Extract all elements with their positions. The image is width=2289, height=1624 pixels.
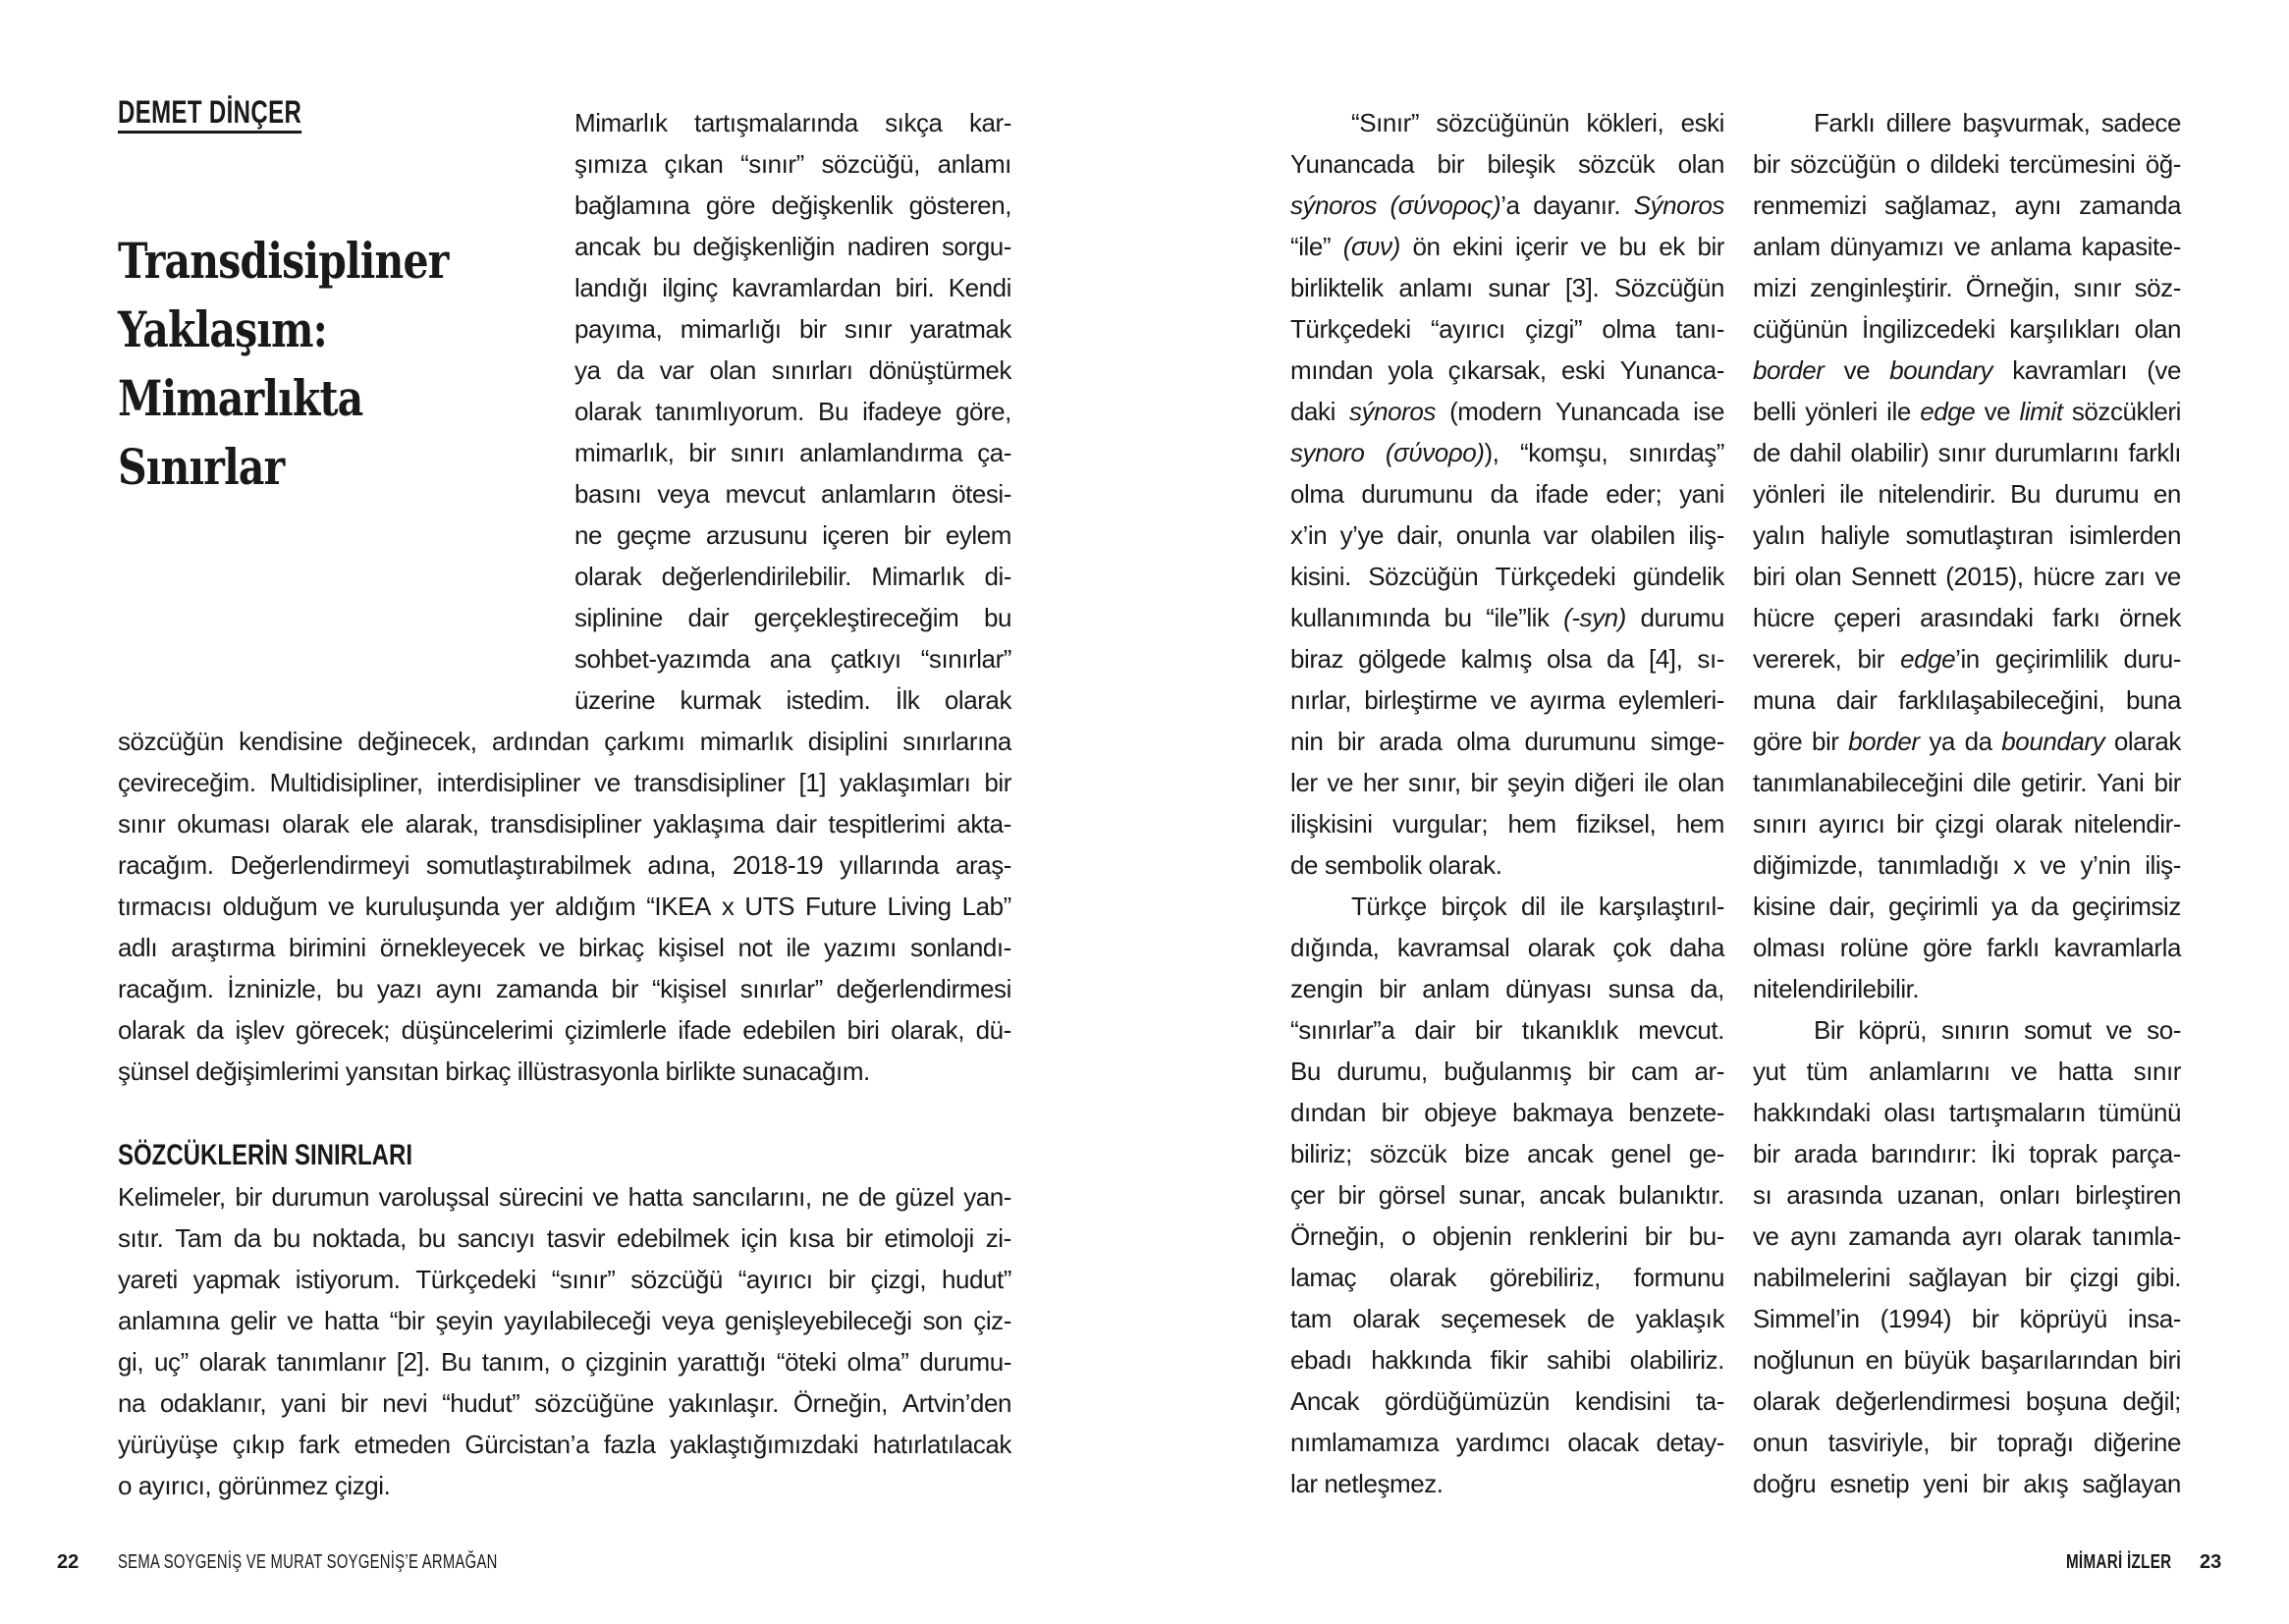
text-line: sohbet-yazımda ana çatkıyı “sınırlar” [574, 644, 1011, 674]
footer-right [1144, 1549, 2289, 1575]
page-number-left: 22 [57, 1551, 80, 1573]
text-line: de dahil olabilir) sınır durumlarını farklı [1753, 438, 2181, 467]
text-line: Yunancada bir bileşik sözcük olan [1290, 149, 1724, 179]
page-number-right: 23 [2200, 1551, 2222, 1573]
text-line: olarak değerlendirmesi boşuna değil; [1753, 1386, 2181, 1416]
section-heading-label: SÖZCÜKLERİN SINIRLARI [118, 1139, 412, 1171]
text-line: siplinine dair gerçekleştireceğim bu [574, 603, 1011, 632]
text-line: üzerine kurmak istedim. İlk olarak [574, 685, 1011, 715]
text-line: Kelimeler, bir durumun varoluşsal sürecini ve hatta sancılarını, ne de güzel yan- [118, 1182, 1011, 1212]
text-line: “sınırlar”a dair bir tıkanıklık mevcut. [1290, 1015, 1724, 1045]
section-heading [118, 1135, 486, 1176]
text-line: sözcüğün kendisine değinecek, ardından çarkımı mimarlık disiplini sınırlarına [118, 727, 1011, 756]
text-line: çer bir görsel sunar, ancak bulanıktır. [1290, 1180, 1724, 1210]
text-line: adlı araştırma birimini örnekleyecek ve birkaç kişisel not ile yazımı sonlandı- [118, 933, 1011, 962]
text-line: biri olan Sennett (2015), hücre zarı ve [1753, 562, 2181, 591]
text-line: hakkındaki olası tartışmaların tümünü [1753, 1098, 2181, 1127]
text-line: sı arasında uzanan, onları birleştiren [1753, 1180, 2181, 1210]
article-title [118, 227, 520, 502]
text-line: tam olarak seçemesek de yaklaşık [1290, 1304, 1724, 1333]
text-line: cüğünün İngilizcedeki karşılıkları olan [1753, 314, 2181, 344]
text-line: nitelendirilebilir. [1753, 974, 1920, 1003]
text-line: payıma, mimarlığı bir sınır yaratmak [574, 314, 1011, 344]
text-line: birliktelik anlamı sunar [3]. Sözcüğün [1290, 273, 1724, 302]
text-line: onun tasviriyle, bir toprağı diğerine [1753, 1428, 2181, 1457]
text-line: lamaç olarak görebiliriz, formunu [1290, 1263, 1724, 1292]
text-line: nabilmelerini sağlayan bir çizgi gibi. [1753, 1263, 2181, 1292]
text-line: x’in y’ye dair, onunla var olabilen iliş- [1290, 520, 1724, 550]
text-line: sıtır. Tam da bu noktada, bu sancıyı tasvir edebilmek için kısa bir etimoloji zi- [118, 1223, 1011, 1253]
text-line: Transdisipliner [118, 232, 449, 290]
running-title-right: MİMARİ İZLER [2065, 1551, 2171, 1573]
text-line: olarak da işlev görecek; düşüncelerimi çizimlerle ifade edebilen biri olarak, dü- [118, 1015, 1011, 1045]
text-line: Türkçedeki “ayırıcı çizgi” olma tanı- [1290, 314, 1724, 344]
text-line: tanımlanabileceğini dile getirir. Yani bir [1753, 768, 2181, 797]
text-line: ne geçme arzusunu içeren bir eylem [574, 520, 1011, 550]
text-line: doğru esnetip yeni bir akış sağlayan [1753, 1469, 2181, 1498]
text-line: zengin bir anlam dünyası sunsa da, [1290, 974, 1724, 1003]
text-line: olma durumunu da ifade eder; yani [1290, 479, 1724, 509]
text-line: bağlamına göre değişkenlik gösteren, [574, 190, 1011, 220]
text-line: nımlamamıza yardımcı olacak detay- [1290, 1428, 1724, 1457]
text-line: Örneğin, o objenin renklerini bir bu- [1290, 1221, 1724, 1251]
text-line: yürüyüşe çıkıp fark etmeden Gürcistan’a fazla yaklaştığımızdaki hatırlatılacak [118, 1430, 1011, 1459]
text-line: basını veya mevcut anlamların ötesi- [574, 479, 1011, 509]
text-line: Yaklaşım: [118, 300, 327, 358]
text-line: ilişkisini vurgular; hem fiziksel, hem [1290, 809, 1724, 839]
text-line: Ancak gördüğümüzün kendisini ta- [1290, 1386, 1724, 1416]
text-line: göre bir border ya da boundary olarak [1753, 727, 2181, 756]
text-line: Simmel’in (1994) bir köprüyü insa- [1753, 1304, 2181, 1333]
text-line: anlamına gelir ve hatta “bir şeyin yayılabileceği veya genişleyebileceği son çiz- [118, 1306, 1011, 1335]
text-line: nırlar, birleştirme ve ayırma eylemleri- [1290, 685, 1724, 715]
page-left [0, 0, 1144, 1624]
text-line: çevireceğim. Multidisipliner, interdisipliner ve transdisipliner [1] yaklaşımları bir [118, 768, 1011, 797]
text-line: sýnoros (σύνορος)’a dayanır. Sýnoros [1290, 190, 1724, 220]
text-line: yareti yapmak istiyorum. Türkçedeki “sınır” sözcüğü “ayırıcı bir çizgi, hudut” [118, 1265, 1011, 1294]
intro-continuation-text [118, 721, 1011, 1092]
text-line: belli yönleri ile edge ve limit sözcükleri [1753, 397, 2181, 426]
text-line: racağım. İzninizle, bu yazı aynı zamanda bir “kişisel sınırlar” değerlendirmesi [118, 974, 1011, 1003]
footer-left [0, 1549, 1144, 1575]
article-title-lines [118, 227, 449, 502]
text-line: bir arada barındırır: İki toprak parça- [1753, 1139, 2181, 1168]
text-line: mimarlık, bir sınırı anlamlandırma ça- [574, 438, 1011, 467]
text-line: şünsel değişimlerimi yansıtan birkaç illüstrasyonla birlikte sunacağım. [118, 1056, 870, 1086]
text-line: Mimarlıkta [118, 369, 363, 427]
text-line: ve aynı zamanda ayrı olarak tanımla- [1753, 1221, 2181, 1251]
text-line: mizi zenginleştirir. Örneğin, sınır söz- [1753, 273, 2181, 302]
text-line: muna dair farklılaşabileceğini, buna [1753, 685, 2181, 715]
text-line: gi, uç” olarak tanımlanır [2]. Bu tanım, o çizginin yarattığı “öteki olma” durumu- [118, 1347, 1011, 1377]
text-line: biliriz; sözcük bize ancak genel ge- [1290, 1139, 1724, 1168]
text-line: Mimarlık tartışmalarında sıkça kar- [574, 108, 1011, 137]
text-line: Farklı dillere başvurmak, sadece [1814, 108, 2181, 137]
text-line: noğlunun en büyük başarılarından biri [1753, 1345, 2181, 1375]
text-line: Bir köprü, sınırın somut ve so- [1814, 1015, 2181, 1045]
text-column-1 [1290, 102, 1724, 1504]
text-line: vererek, bir edge’in geçirimlilik duru- [1753, 644, 2181, 674]
text-line: ancak bu değişkenliğin nadiren sorgu- [574, 232, 1011, 261]
text-line: biraz gölgede kalmış olsa da [4], sı- [1290, 644, 1724, 674]
text-line: diğimizde, tanımladığı x ve y’nin iliş- [1753, 850, 2181, 880]
text-line: Bu durumu, buğulanmış bir cam ar- [1290, 1056, 1724, 1086]
text-line: racağım. Değerlendirmeyi somutlaştırabilmek adına, 2018-19 yıllarında araş- [118, 850, 1011, 880]
text-line: ya da var olan sınırları dönüştürmek [574, 355, 1011, 385]
text-column-2 [1753, 102, 2181, 1504]
text-line: tırmacısı olduğum ve kuruluşunda yer aldığım “IKEA x UTS Future Living Lab” [118, 892, 1011, 921]
text-line: kisini. Sözcüğün Türkçedeki gündelik [1290, 562, 1724, 591]
text-line: na odaklanır, yani bir nevi “hudut” sözcüğüne yakınlaşır. Örneğin, Artvin’den [118, 1388, 1011, 1418]
text-line: “ile” (συν) ön ekini içerir ve bu ek bir [1290, 232, 1724, 261]
text-line: dığında, kavramsal olarak çok daha [1290, 933, 1724, 962]
text-line: ler ve her sınır, bir şeyin diğeri ile olan [1290, 768, 1724, 797]
text-line: olarak değerlendirilebilir. Mimarlık di- [574, 562, 1011, 591]
text-line: yalın haliyle somutlaştıran isimlerden [1753, 520, 2181, 550]
text-line: hücre çeperi arasındaki farkı örnek [1753, 603, 2181, 632]
text-line: daki sýnoros (modern Yunancada ise [1290, 397, 1724, 426]
running-title-left: SEMA SOYGENİŞ VE MURAT SOYGENİŞ’E ARMAĞAN [118, 1551, 498, 1573]
text-line: renmemizi sağlamaz, aynı zamanda [1753, 190, 2181, 220]
text-line: sınırı ayırıcı bir çizgi olarak nitelendir- [1753, 809, 2181, 839]
text-line: yut tüm anlamlarını ve hatta sınır [1753, 1056, 2181, 1086]
text-line: border ve boundary kavramları (ve [1753, 355, 2181, 385]
text-line: Türkçe birçok dil ile karşılaştırıl- [1351, 892, 1724, 921]
text-line: Sınırlar [118, 438, 285, 496]
text-line: olması rolüne göre farklı kavramlarla [1753, 933, 2181, 962]
text-line: yönleri ile nitelendirir. Bu durumu en [1753, 479, 2181, 509]
text-line: synoro (σύνορο)), “komşu, sınırdaş” [1290, 438, 1724, 467]
text-line: bir sözcüğün o dildeki tercümesini öğ- [1753, 149, 2181, 179]
text-line: olarak tanımlıyorum. Bu ifadeye göre, [574, 397, 1011, 426]
text-line: landığı ilginç kavramlardan biri. Kendi [574, 273, 1011, 302]
text-line: “Sınır” sözcüğünün kökleri, eski [1351, 108, 1724, 137]
text-line: dından bir objeye bakmaya benzete- [1290, 1098, 1724, 1127]
text-line: ebadı hakkında fikir sahibi olabiliriz. [1290, 1345, 1724, 1375]
page-right [1144, 0, 2289, 1624]
text-line: sınır okuması olarak ele alarak, transdisipliner yaklaşıma dair tespitlerimi akta- [118, 809, 1011, 839]
text-line: o ayırıcı, görünmez çizgi. [118, 1471, 391, 1500]
section-body-text [118, 1176, 1011, 1506]
author-name: DEMET DİNÇER [118, 94, 302, 130]
text-line: anlam dünyamızı ve anlama kapasite- [1753, 232, 2181, 261]
text-line: kisine dair, geçirimli ya da geçirimsiz [1753, 892, 2181, 921]
text-line: de sembolik olarak. [1290, 850, 1502, 880]
text-line: kullanımında bu “ile”lik (-syn) durumu [1290, 603, 1724, 632]
text-line: nin bir arada olma durumunu simge- [1290, 727, 1724, 756]
intro-text-column [574, 102, 1011, 721]
text-line: lar netleşmez. [1290, 1469, 1444, 1498]
text-line: mından yola çıkarsak, eski Yunanca- [1290, 355, 1724, 385]
text-line: şımıza çıkan “sınır” sözcüğü, anlamı [574, 149, 1011, 179]
